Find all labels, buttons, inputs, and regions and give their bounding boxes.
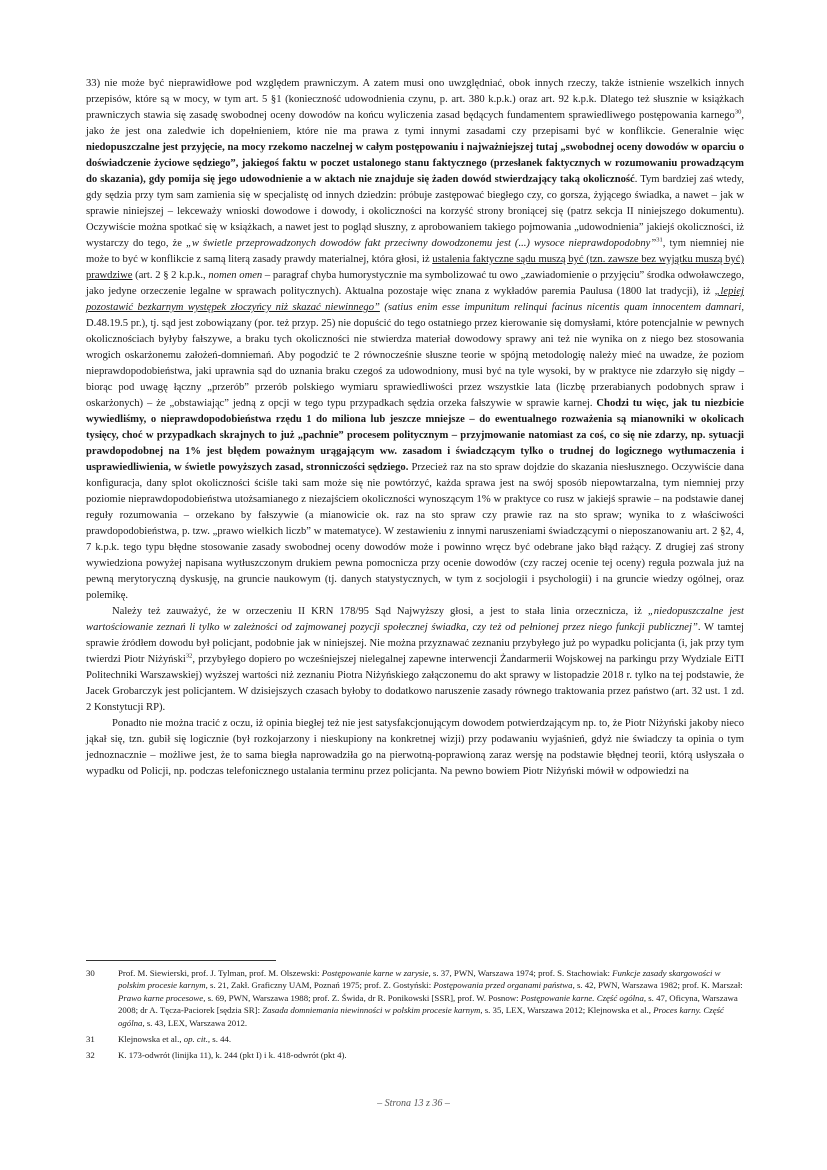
text-run: Klejnowska et al.,	[118, 1034, 184, 1045]
footnote-number: 30	[86, 968, 95, 978]
footnote-text	[118, 967, 744, 1029]
text-run: , s. 42, PWN, Warszawa 1982; prof. K. Marszał:	[572, 980, 743, 991]
footnote-number: 32	[86, 1050, 95, 1061]
text-run: , s. 35, LEX, Warszawa 2012; Klejnowska et al.,	[480, 1005, 654, 1016]
text-run: , jako że jest ona zaledwie ich dopełnieniem, które nie ma prawa z tymi innymi zasadami czy przepisami być w konflikcie. Generalnie więc	[86, 110, 744, 137]
footnote-number: 31	[86, 1034, 95, 1045]
paragraph	[86, 76, 744, 604]
paragraph	[86, 604, 744, 716]
italic-underlined-text: „lepiej pozostawić bezkarnym występek złoczyńcy niż skazać niewinnego”	[86, 286, 744, 313]
italic-text: „w świetle przeprowadzonych dowodów fakt przeciwny dowodzonemu jest (...) wysoce nieprawdopodobny”	[185, 238, 657, 249]
footnote-ref: 32	[185, 652, 193, 660]
text-run: , tym niemniej nie może to być w konflikcie z samą literą zasady prawdy materialnej, która głosi, iż	[86, 238, 744, 265]
text-run: , s. 69, PWN, Warszawa 1988; prof. Z. Świda, dr R. Ponikowski [SSR], prof. W. Posnow:	[203, 992, 521, 1003]
italic-text: op. cit.	[183, 1034, 208, 1045]
italic-text: Prawo karne procesowe	[118, 992, 204, 1003]
italic-text: Zasada domniemania niewinności w polskim procesie karnym	[262, 1005, 481, 1016]
footnote-separator	[86, 960, 276, 961]
footnote-text	[118, 1033, 744, 1045]
text-run: , s. 44.	[207, 1034, 232, 1045]
text-run: , D.48.19.5 pr.), tj. sąd jest zobowiązany (por. też przyp. 25) nie dopuścić do tego ostatniego przez kierowanie się domysłami, które potencjalnie w pewnych okolicznościach byłyby fałszywe, a braku tych okoliczności nie stwierdza materiał dowodowy sprawy ani też nie wynika on z niego bez stosowania wrogich oskarżonemu założeń-domniemań. Aby pogodzić te 2 równocześnie słuszne teorie w spójną metodologię należy mieć na uwadze, że poziom nieprawdopodobieństwa, jaki uprawnia sąd do uznania braku czegoś za udowodniony, musi być na tyle wysoki, by w praktyce nie zdarzyło się nigdy – biorąc pod uwagę łączny „przerób” przerób polskiego wymiaru sprawiedliwości przez wszystkie lata (liczbę przerabianych podobnych spraw i oskarżonych) – że „obstawiając” jedną z opcji w tego typu przypadkach sędzia orzeka fałszywie w sprawie karnej.	[86, 302, 744, 409]
text-run: , s. 21, Zakł. Graficzny UAM, Poznań 1975; prof. Z. Gostyński:	[205, 980, 434, 991]
text-run: Należy też zauważyć, że w orzeczeniu II KRN 178/95 Sąd Najwyższy głosi, a jest to stała linia orzecznicza, iż	[112, 606, 648, 617]
text-run: , s. 37, PWN, Warszawa 1974; prof. S. Stachowiak:	[428, 968, 613, 978]
text-run: K. 173-odwrót (linijka 11), k. 244 (pkt I) i k. 418-odwrót (pkt 4).	[118, 1050, 347, 1061]
text-run: – paragraf chyba humorystycznie ma symbolizować tu owo „zawiadomienie o przyjęciu” środka odwoławczego, jako jedyne orzeczenie legalne w sprawach politycznych). Aktualna pozostaje więc znana z wykładów paremia Paulusa (1800 lat tradycji), iż	[86, 270, 744, 297]
text-run: (art. 2 § 2 k.p.k.,	[132, 270, 209, 281]
footnotes-section	[86, 960, 744, 1066]
text-run: . W tamtej sprawie źródłem dowodu był policjant, podobnie jak w niniejszej. Nie można przyznawać zeznaniu przybyłego już po wypadku policjanta (i, jak przy tym twierdzi Piotr Niżyński	[86, 622, 745, 665]
footnote	[86, 967, 744, 1029]
footnote	[86, 1033, 744, 1045]
italic-text: „niedopuszczalne jest wartościowanie zeznań li tylko w zależności od zajmowanej pozycji społecznej świadka, czy też od pełnionej przez niego funkcji publicznej”	[86, 606, 744, 633]
footnote-ref: 30	[734, 108, 742, 116]
page-number: – Strona 13 z 36 –	[377, 1098, 450, 1109]
footnote-ref: 31	[656, 236, 663, 244]
bold-text: niedopuszczalne jest przyjęcie, na mocy rzekomo naczelnej w całym postępowaniu i najważniejszej tutaj „swobodnej oceny dowodów w oparciu o doświadczenie życiowe sędziego”, jakiegoś faktu w poczet ustalonego stanu faktycznego (przesłanek faktycznych w rozumowaniu prowadzącym do skazania), gdy pomija się jego udowodnienie a w aktach nie znajduje się żaden dowód stwierdzający taką okoliczność	[86, 142, 744, 185]
text-run: 33) nie może być nieprawidłowe pod względem prawniczym. A zatem musi ono uwzględniać, obok innych rzeczy, także istnienie wszelkich innych przepisów, które są w mocy, w tym art. 5 §1 (konieczność udowodnienia czynu, p. art. 380 k.p.k.) oraz art. 92 k.p.k. Dlatego też słusznie w książkach prawniczych stawia się zasadę swobodnej oceny dowodów na końcu wyliczenia zasad będących fundamentem sprawiedliwego postępowania karnego	[86, 78, 744, 121]
italic-text: nomen omen	[208, 270, 263, 281]
bold-text: Chodzi tu więc, jak tu niezbicie wywiedliśmy, o nieprawdopodobieństwa rzędu 1 do miliona lub jeszcze mniejsze – do ewentualnego rozważenia są mianowniki w okolicach tysięcy, choć w przypadkach skrajnych to już „pachnie” procesem politycznym – przyjmowanie natomiast za coś, co się nie zdarzy, np. sytuacji prawdopodobnej na 1% jest błędem poważnym urągającym ww. zasadom i świadczącym tylko o trudnej do logicznego wytłumaczenia i usprawiedliwienia, w świetle powyższych zasad, stronniczości sędziego.	[86, 398, 744, 473]
italic-text: Postępowania przed organami państwa	[433, 980, 573, 991]
text-run: Przecież raz na sto spraw dojdzie do skazania niesłusznego. Oczywiście dana konfiguracja, dany splot okoliczności ściśle taki sam może się nie powtórzyć, każda sprawa jest na swój sposób niepowtarzalna, tym niemniej przy poziomie nieprawdopodobieństwa utożsamianego z niezajściem okoliczności wynoszącym 1% w praktyce co rusz w jakiejś sprawie – na podstawie danej reguły rozumowania – orzekano by fałszywie (a mianowicie ok. raz na sto spraw czy prawie raz na sto spraw; wynika to z właściwości prawdopodobieństwa, p. tzw. „prawo wielkich liczb” w matematyce). W zestawieniu z innymi naruszeniami świadczącymi o nieposzanowaniu art. 2 §2, 4, 7 k.p.k. tego typu błędne stosowanie zasady swobodnej oceny dowodów może i powinno wręcz być odebrane jako błąd rażący. Z drugiej zaś strony wywiedziona powyżej napisana wytłuszczonym drukiem pewna pomocnicza przy ocenie dowodów (czy raczej ocenie tej oceny) reguła pozwala już na pewną merytoryczną dyskusję, na gruncie naukowym (tj. danych statystycznych, w tym z socjologii i psychologii) i na gruncie wiedzy ogólnej, oraz polemikę.	[86, 462, 744, 601]
text-run: , przybyłego dopiero po wcześniejszej nielegalnej zapewne interwencji Żandarmerii Wojskowej na parkingu przy Wydziale EiTI Politechniki Warszawskiej) wyższej wartości niż zeznaniu Piotra Niżyńskiego załączonemu do akt sprawy w listopadzie 2018 r. tylko na tej podstawie, że Jacek Grobarczyk jest policjantem. W dzisiejszych czasach byłoby to dodatkowo naruszenie zasady równego traktowania przez państwo (art. 32 ust. 1 zd. 2 Konstytucji RP).	[86, 654, 744, 713]
italic-text: Postępowanie karne. Część ogólna	[520, 992, 644, 1003]
italic-text: Postępowanie karne w zarysie	[321, 968, 429, 978]
italic-text: Funkcje zasady skargowości w polskim procesie karnym	[118, 968, 721, 991]
footnote-text	[118, 1049, 744, 1061]
underlined-text: ustalenia faktyczne sądu muszą być (tzn. zawsze bez wyjątku muszą być) prawdziwe	[86, 254, 744, 281]
text-run: , s. 43, LEX, Warszawa 2012.	[142, 1017, 248, 1028]
text-run: . Tym bardziej zaś wtedy, gdy sędzia przy tym sam zamienia się w specjalistę od innych dziedzin: próbuje zastępować biegłego czy, co gorsza, żyjącego świadka, a nawet – jak w sprawie niniejszej – lekceważy wnioski dowodowe i dowody, i okoliczności na korzyść strony broniącej się (patrz sekcja II niniejszego dokumentu). Oczywiście można spotkać się w książkach, a nawet jest to pogląd słuszny, z aprobowaniem takiego pojmowania „udowodnienia” jakiejś okoliczności, iż wystarczy do tego, że	[86, 174, 744, 249]
footnote	[86, 1049, 744, 1061]
text-run: Prof. M. Siewierski, prof. J. Tylman, prof. M. Olszewski:	[118, 968, 322, 978]
text-run: , s. 47, Oficyna, Warszawa 2008; dr A. Tęcza-Paciorek [sędzia SR]:	[118, 992, 738, 1016]
italic-text: Proces karny. Część ogólna	[118, 1005, 724, 1028]
paragraph	[86, 716, 744, 780]
text-run: Ponadto nie można tracić z oczu, iż opinia biegłej też nie jest satysfakcjonującym dowodem potwierdzającym np. to, że Piotr Niżyński jakoby nieco jąkał się, tzn. gubił się logicznie (był rozkojarzony i nieskupiony na konkretnej wizji) przy podawaniu wyjaśnień, gdyż nie świadczy ta opinia o tym jednoznacznie – możliwe jest, że to sama biegła naprowadziła go na pierwotną-poprawioną zaraz wersję na podstawie błędnej teorii, którą usłyszała o wypadku od Policji, np. podczas telefonicznego ustalania terminu przez policjanta. Na pewno bowiem Piotr Niżyński mówił w odpowiedzi na	[86, 718, 744, 777]
italic-text: (satius enim esse impunitum relinqui facinus nicentis quam innocentem damnari	[384, 302, 742, 313]
main-text	[86, 76, 744, 780]
